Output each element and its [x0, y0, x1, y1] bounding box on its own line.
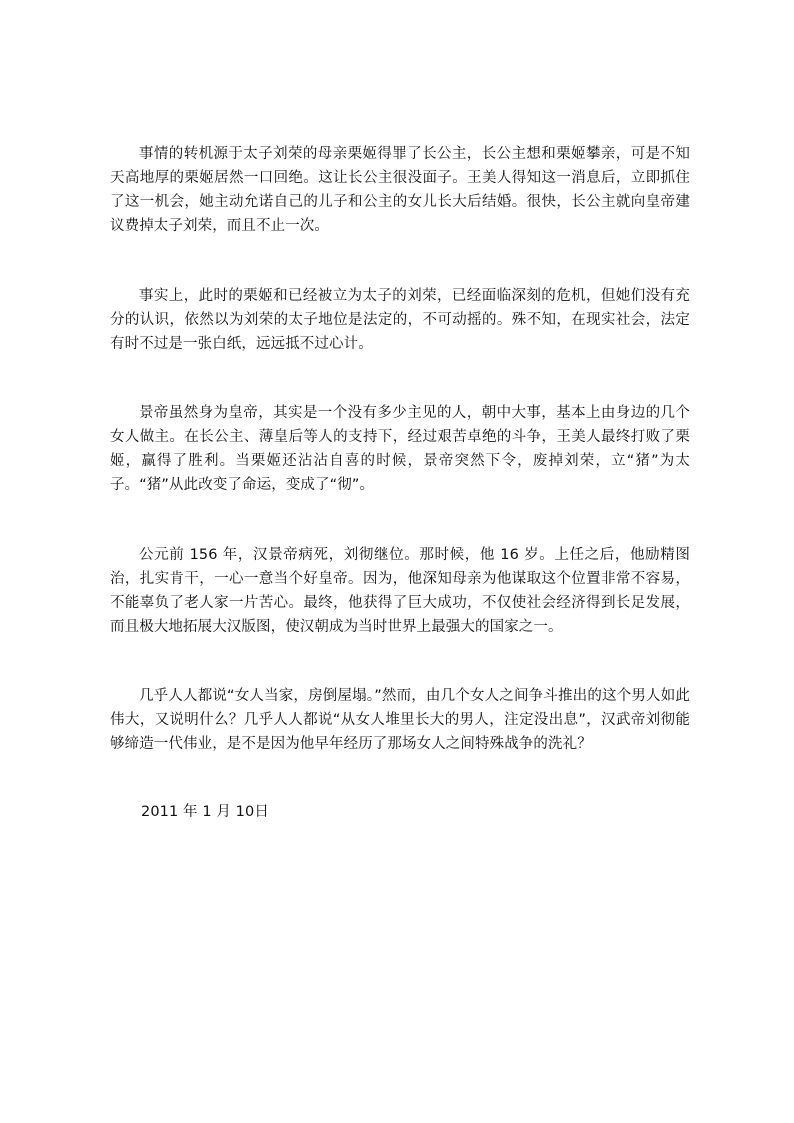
paragraph-2: 事实上，此时的栗姬和已经被立为太子的刘荣，已经面临深刻的危机，但她们没有充分的认识，依然以为刘荣的太子地位是法定的，不可动摇的。殊不知，在现实社会，法定有时不过是一张白纸，远远抵不过心计。	[110, 288, 690, 352]
paragraph-5: 几乎人人都说“女人当家，房倒屋塌。”然而，由几个女人之间争斗推出的这个男人如此伟大，又说明什么？几乎人人都说“从女人堆里长大的男人，注定没出息”，汉武帝刘彻能够缔造一代伟业，是不是因为他早年经历了那场女人之间特殊战争的洗礼？	[110, 688, 690, 752]
paragraph-1: 事情的转机源于太子刘荣的母亲栗姬得罪了长公主，长公主想和栗姬攀亲，可是不知天高地厚的栗姬居然一口回绝。这让长公主很没面子。王美人得知这一消息后，立即抓住了这一机会，她主动允诺自己的儿子和公主的女儿长大后结婚。很快，长公主就向皇帝建议费掉太子刘荣，而且不止一次。	[110, 146, 690, 234]
document-body	[110, 142, 690, 824]
document-date: 2011 年 1 月 10日	[141, 804, 269, 820]
paragraph-4: 公元前 156 年，汉景帝病死，刘彻继位。那时候，他 16 岁。上任之后，他励精图治，扎实肯干，一心一意当个好皇帝。因为，他深知母亲为他谋取这个位置非常不容易，不能辜负了老人家一片苦心。最终，他获得了巨大成功，不仅使社会经济得到长足发展，而且极大地拓展大汉版图，使汉朝成为当时世界上最强大的国家之一。	[110, 547, 690, 635]
paragraph-3: 景帝虽然身为皇帝，其实是一个没有多少主见的人，朝中大事，基本上由身边的几个女人做主。在长公主、薄皇后等人的支持下，经过艰苦卓绝的斗争，王美人最终打败了栗姬，赢得了胜利。当栗姬还沾沾自喜的时候，景帝突然下令，废掉刘荣，立“猪”为太子。“猪”从此改变了命运，变成了“彻”。	[110, 405, 690, 493]
